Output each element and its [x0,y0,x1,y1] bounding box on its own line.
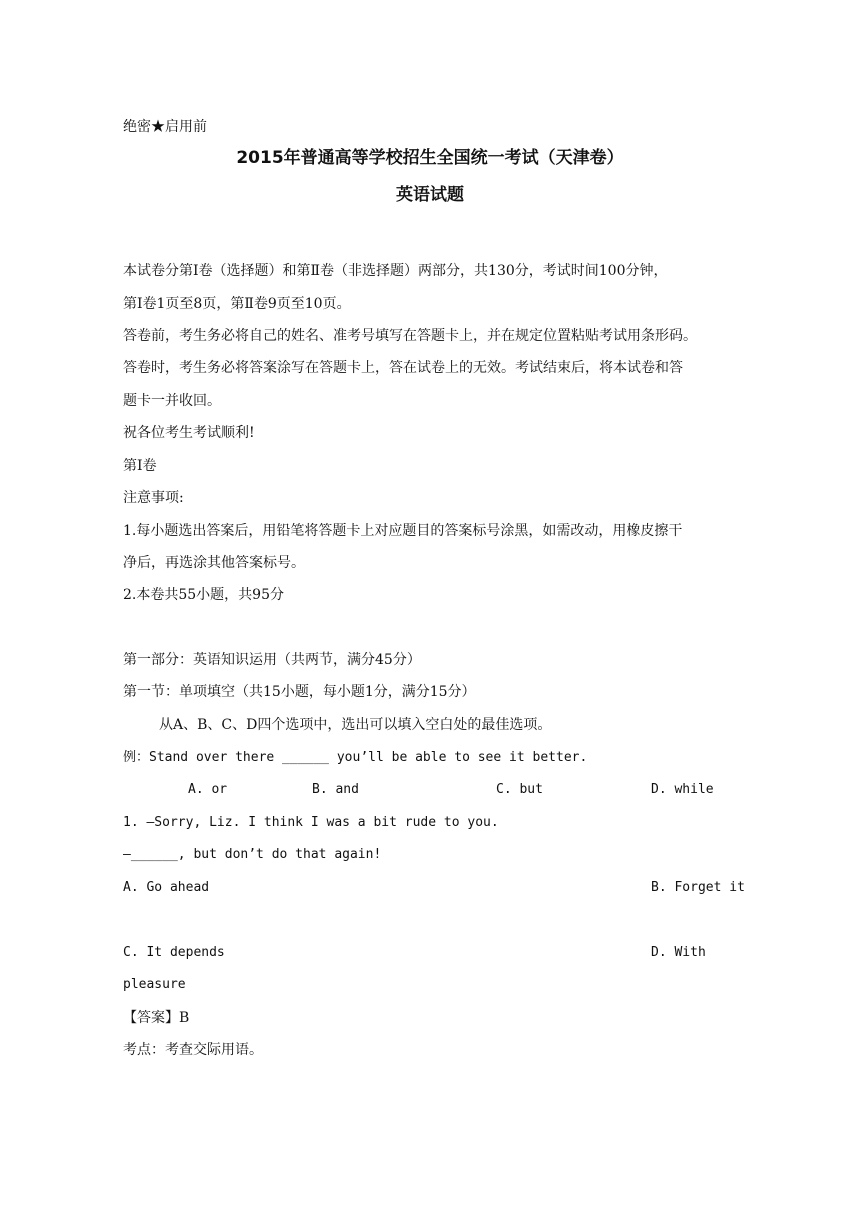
note-1-line-1: 1.每小题选出答案后，用铅笔将答题卡上对应题目的答案标号涂黑，如需改动，用橡皮擦干 [123,523,683,539]
example-option-b: B. and [312,782,359,797]
confidential-label: 绝密★启用前 [123,119,207,135]
section-1-heading: 第一节：单项填空（共15小题，每小题1分，满分15分） [123,684,476,700]
question-1-option-a: A. Go ahead [123,880,210,895]
intro-line-2: 第Ⅰ卷1页至8页，第Ⅱ卷9页至10页。 [123,296,351,312]
example-prompt: 例：Stand over there ______ you’ll be able to see it better. [123,750,588,765]
volume-1-heading: 第Ⅰ卷 [123,458,157,474]
good-luck-text: 祝各位考生考试顺利! [123,425,255,441]
question-1-option-d: D. With [651,945,706,960]
notes-heading: 注意事项: [123,490,184,506]
question-1-option-d-continued: pleasure [123,977,186,992]
intro-line-4: 答卷时，考生务必将答案涂写在答题卡上，答在试卷上的无效。考试结束后，将本试卷和答 [123,360,683,376]
example-option-d: D. while [651,782,714,797]
knowledge-point: 考点：考查交际用语。 [123,1042,263,1058]
part-1-heading: 第一部分：英语知识运用（共两节，满分45分） [123,652,421,668]
note-1-line-2: 净后，再选涂其他答案标号。 [123,555,305,571]
example-option-a: A. or [188,782,228,797]
watermark [652,826,665,859]
intro-line-1: 本试卷分第Ⅰ卷（选择题）和第Ⅱ卷（非选择题）两部分，共130分，考试时间100分钟， [123,263,668,279]
question-1-reply: —______, but don’t do that again! [123,847,382,862]
note-2: 2.本卷共55小题，共95分 [123,587,284,603]
question-1-stem: 1. —Sorry, Liz. I think I was a bit rude to you. [123,815,499,830]
intro-line-3: 答卷前，考生务必将自己的姓名、准考号填写在答题卡上，并在规定位置粘贴考试用条形码。 [123,328,697,344]
exam-subtitle: 英语试题 [396,185,464,205]
exam-title: 2015年普通高等学校招生全国统一考试（天津卷） [236,148,624,168]
question-1-option-b: B. Forget it [651,880,745,895]
example-option-c: C. but [496,782,543,797]
answer-line: 【答案】B [123,1010,190,1026]
section-instruction: 从A、B、C、D四个选项中，选出可以填入空白处的最佳选项。 [159,717,552,733]
question-1-option-c: C. It depends [123,945,225,960]
intro-line-5: 题卡一并收回。 [123,393,221,409]
